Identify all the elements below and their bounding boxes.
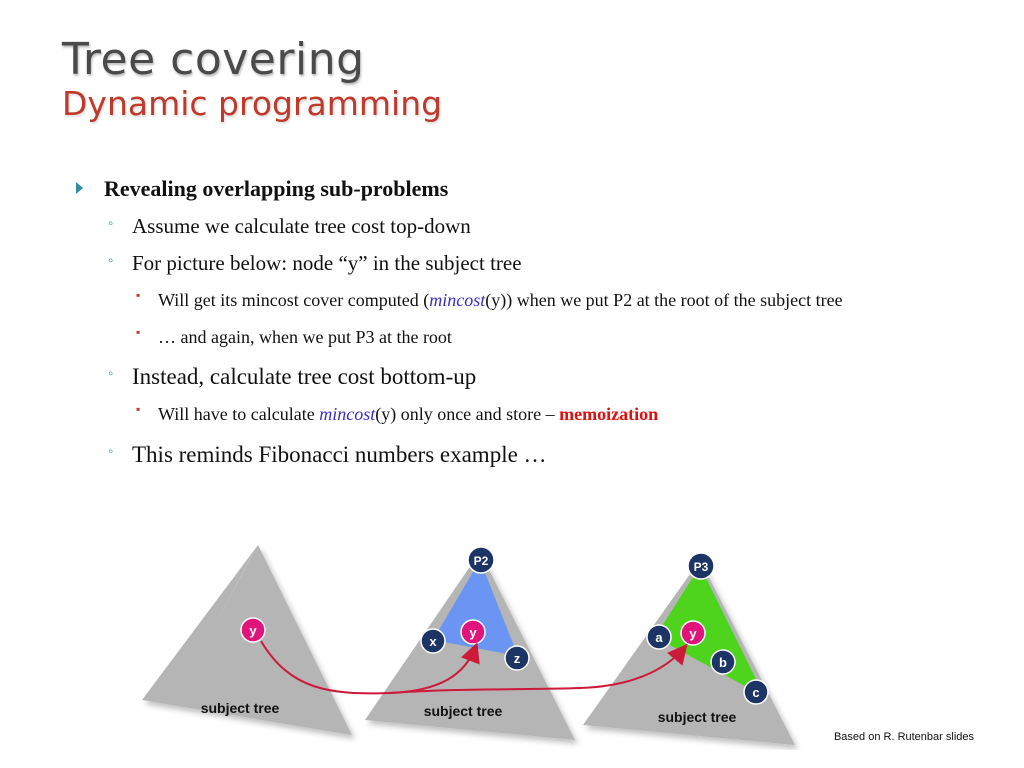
bullet-text: Revealing overlapping sub-problems xyxy=(104,176,449,201)
node-c xyxy=(744,680,768,704)
circle-bullet-icon: ◦ xyxy=(108,366,114,383)
tree-label: subject tree xyxy=(423,703,503,719)
bullet-level1 xyxy=(74,176,954,202)
slide-title xyxy=(62,36,442,123)
node-label: y xyxy=(469,625,477,640)
bullet-text: Assume we calculate tree cost top-down xyxy=(132,214,471,238)
bullet-text: … and again, when we put P3 at the root xyxy=(158,327,452,348)
node-x xyxy=(421,629,445,653)
bullet-list xyxy=(74,172,954,468)
subject-tree-3 xyxy=(583,553,795,745)
node-p2 xyxy=(468,547,494,573)
node-y xyxy=(461,620,485,644)
bullet-text: Will get its mincost cover computed ( xyxy=(158,290,430,310)
node-b xyxy=(711,650,735,674)
node-z xyxy=(505,646,529,670)
tree-covering-diagram xyxy=(140,540,810,750)
node-label: P3 xyxy=(693,560,709,574)
node-label: y xyxy=(249,623,257,638)
node-label: x xyxy=(429,634,437,649)
tree-label: subject tree xyxy=(657,709,737,725)
node-label: P2 xyxy=(473,554,489,568)
node-p3 xyxy=(688,553,714,579)
credit-text: Based on R. Rutenbar slides xyxy=(833,731,974,743)
node-y xyxy=(241,618,265,642)
memoization-term: memoization xyxy=(559,404,659,425)
title-main: Tree covering xyxy=(62,34,365,85)
node-label: c xyxy=(752,685,760,700)
tree-label: subject tree xyxy=(200,700,280,716)
bullet-text: This reminds Fibonacci numbers example … xyxy=(132,441,547,467)
bullet-text: Will have to calculate xyxy=(158,404,320,425)
bullet-level2 xyxy=(74,364,954,390)
title-subtitle: Dynamic programming xyxy=(62,84,443,124)
bullet-level3 xyxy=(74,288,954,313)
subject-tree-2 xyxy=(365,547,575,740)
bullet-text: (y) only once and store – xyxy=(375,404,560,425)
circle-bullet-icon: ◦ xyxy=(108,443,114,460)
bullet-level2 xyxy=(74,251,954,276)
bullet-level2 xyxy=(74,442,954,468)
node-a xyxy=(647,625,671,649)
dot-bullet-icon: ▪ xyxy=(136,325,141,340)
circle-bullet-icon: ◦ xyxy=(108,216,114,232)
bullet-text: (y)) when we put P2 at the root of the subject tree xyxy=(485,290,843,310)
circle-bullet-icon: ◦ xyxy=(108,253,114,269)
node-label: z xyxy=(513,651,521,666)
dot-bullet-icon: ▪ xyxy=(136,288,141,302)
dot-bullet-icon: ▪ xyxy=(136,402,141,417)
mincost-term: mincost xyxy=(429,290,486,310)
node-label: y xyxy=(689,626,697,641)
triangle-bullet-icon xyxy=(76,182,83,194)
bullet-level3 xyxy=(74,325,954,350)
bullet-text: For picture below: node “y” in the subject tree xyxy=(132,251,522,275)
bullet-text: Instead, calculate tree cost bottom-up xyxy=(132,364,477,390)
bullet-level3 xyxy=(74,402,954,427)
subject-tree-1 xyxy=(142,545,352,735)
node-label: b xyxy=(719,655,727,670)
node-y xyxy=(681,621,705,645)
mincost-term: mincost xyxy=(319,404,376,425)
bullet-level2 xyxy=(74,214,954,239)
node-label: a xyxy=(655,630,663,645)
